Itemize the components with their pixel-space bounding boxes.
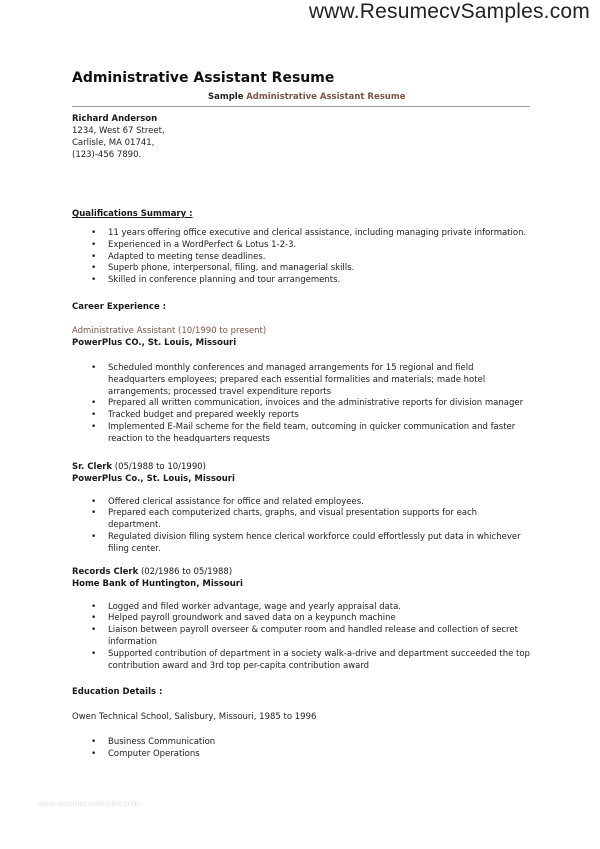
education-list (72, 737, 532, 761)
subtitle-rest: Administrative Assistant Resume (246, 92, 406, 102)
candidate-name: Richard Anderson (72, 114, 158, 124)
city-line: Carlisle, MA 01741, (72, 138, 155, 148)
career-heading: Career Experience : (72, 301, 167, 312)
list-item: • Prepared each computerized charts, graphs, and visual presentation supports for each department. (72, 508, 532, 532)
list-item: • Prepared all written communication, invoices and the administrative reports for division manager (72, 398, 532, 410)
title-divider (72, 106, 530, 107)
job-role: Administrative Assistant (72, 325, 176, 336)
job-duties-list (72, 363, 532, 446)
list-item: • Offered clerical assistance for office and related employees. (72, 497, 532, 509)
site-watermark: www.ResumecvSamples.com (308, 0, 590, 23)
job-company: PowerPlus CO., St. Louis, Missouri (72, 337, 237, 348)
job-dates: (02/1986 to 05/1988) (138, 566, 233, 577)
resume-document (72, 68, 532, 761)
list-item: • Logged and filed worker advantage, wage and yearly appraisal data. (72, 602, 532, 614)
job-title (72, 461, 532, 473)
education-heading: Education Details : (72, 687, 163, 698)
qualifications-heading: Qualifications Summary : (72, 209, 193, 219)
list-item: • Helped payroll groundwork and saved data on a keypunch machine (72, 613, 532, 625)
job-company: PowerPlus Co., St. Louis, Missouri (72, 473, 235, 484)
education-school: Owen Technical School, Salisbury, Missouri, 1985 to 1996 (72, 712, 317, 723)
address-line: 1234, West 67 Street, (72, 126, 165, 136)
list-item: • Regulated division filing system hence clerical workforce could effortlessly put data in whichever filing center. (72, 532, 532, 556)
list-item: • Skilled in conference planning and tour arrangements. (72, 275, 532, 287)
list-item: • Computer Operations (72, 749, 532, 761)
list-item: • Business Communication (72, 737, 532, 749)
footer-watermark: www.resumecvsamples.com (38, 799, 139, 808)
resume-subtitle (72, 91, 532, 103)
job-role: Records Clerk (72, 566, 139, 577)
list-item: • Implemented E-Mail scheme for the field team, outcoming in quicker communication and faster reaction to the headquarters requests (72, 422, 532, 446)
list-item: • 11 years offering office executive and clerical assistance, including managing private information. (72, 228, 532, 240)
subtitle-lead: Sample (208, 92, 244, 102)
list-item: • Liaison between payroll overseer & computer room and handled release and collection of secret information (72, 625, 532, 649)
list-item: • Experienced in a WordPerfect & Lotus 1-2-3. (72, 240, 532, 252)
job-duties-list (72, 602, 532, 673)
qualifications-list (72, 228, 532, 287)
phone-line: (123)-456 7890. (72, 150, 142, 160)
list-item: • Superb phone, interpersonal, filing, and managerial skills. (72, 263, 532, 275)
job-dates: (05/1988 to 10/1990) (112, 461, 206, 472)
list-item: • Tracked budget and prepared weekly reports (72, 410, 532, 422)
list-item: • Scheduled monthly conferences and managed arrangements for 15 regional and field headquarters employees; prepared each essential formalities and materials; made hotel arrangements; processed travel expenditure reports (72, 363, 532, 398)
resume-title: Administrative Assistant Resume (72, 70, 335, 86)
list-item: • Adapted to meeting tense deadlines. (72, 252, 532, 264)
job-dates: (10/1990 to present) (175, 325, 267, 336)
job-duties-list (72, 497, 532, 556)
job-title (72, 325, 532, 337)
job-company: Home Bank of Huntington, Missouri (72, 578, 243, 589)
job-title (72, 566, 532, 578)
job-role: Sr. Clerk (72, 461, 113, 472)
contact-block (72, 113, 532, 161)
list-item: • Supported contribution of department in a society walk-a-drive and department succeeded the top contribution award and 3rd top per-capita contribution award (72, 649, 532, 673)
